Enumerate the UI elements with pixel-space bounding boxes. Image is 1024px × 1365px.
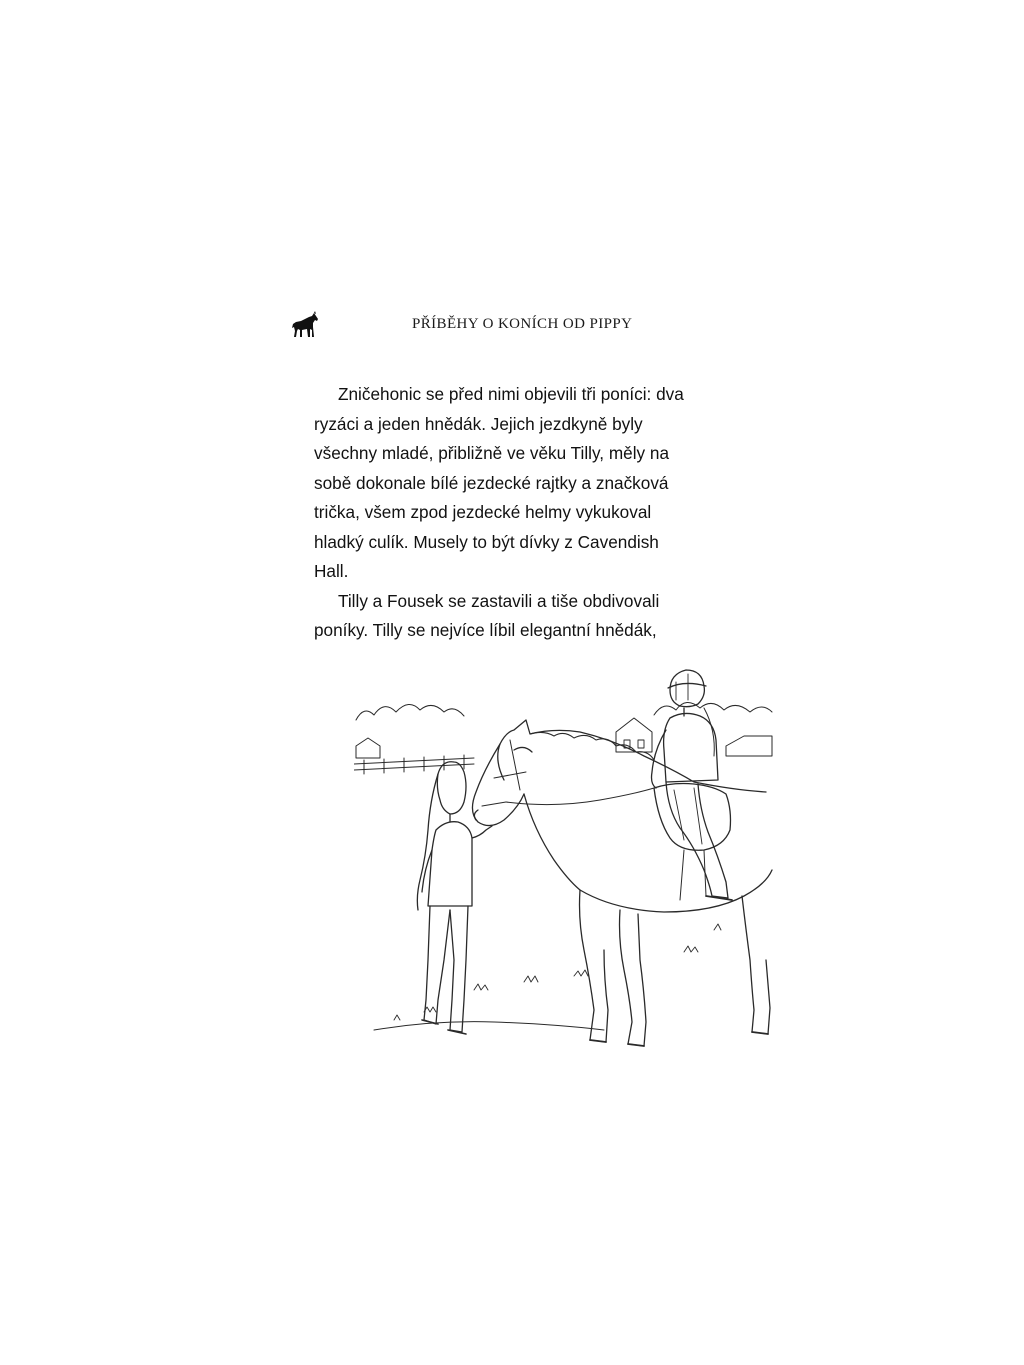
girl-with-pony-illustration [354, 660, 774, 1070]
paragraph: Tilly a Fousek se zastavili a tiše obdivovali poníky. Tilly se nejvíce líbil elegantní hnědák, [314, 590, 660, 640]
paragraph: Zničehonic se před nimi objevili tři poníci: dva ryzáci a jeden hnědák. Jejich jezdkyně byly všechny mladé, přibližně ve věku Tilly, měly na sobě dokonale bílé jezdecké rajtky a značková trička, všem zpod jezdecké helmy vykukoval hladký culík. Musely to být dívky z Cavendish Hall. [314, 384, 684, 581]
horse-icon [290, 310, 320, 340]
body-text [314, 380, 694, 646]
running-head [290, 310, 690, 342]
running-title: PŘÍBĚHY O KONÍCH OD PIPPY [412, 316, 633, 332]
